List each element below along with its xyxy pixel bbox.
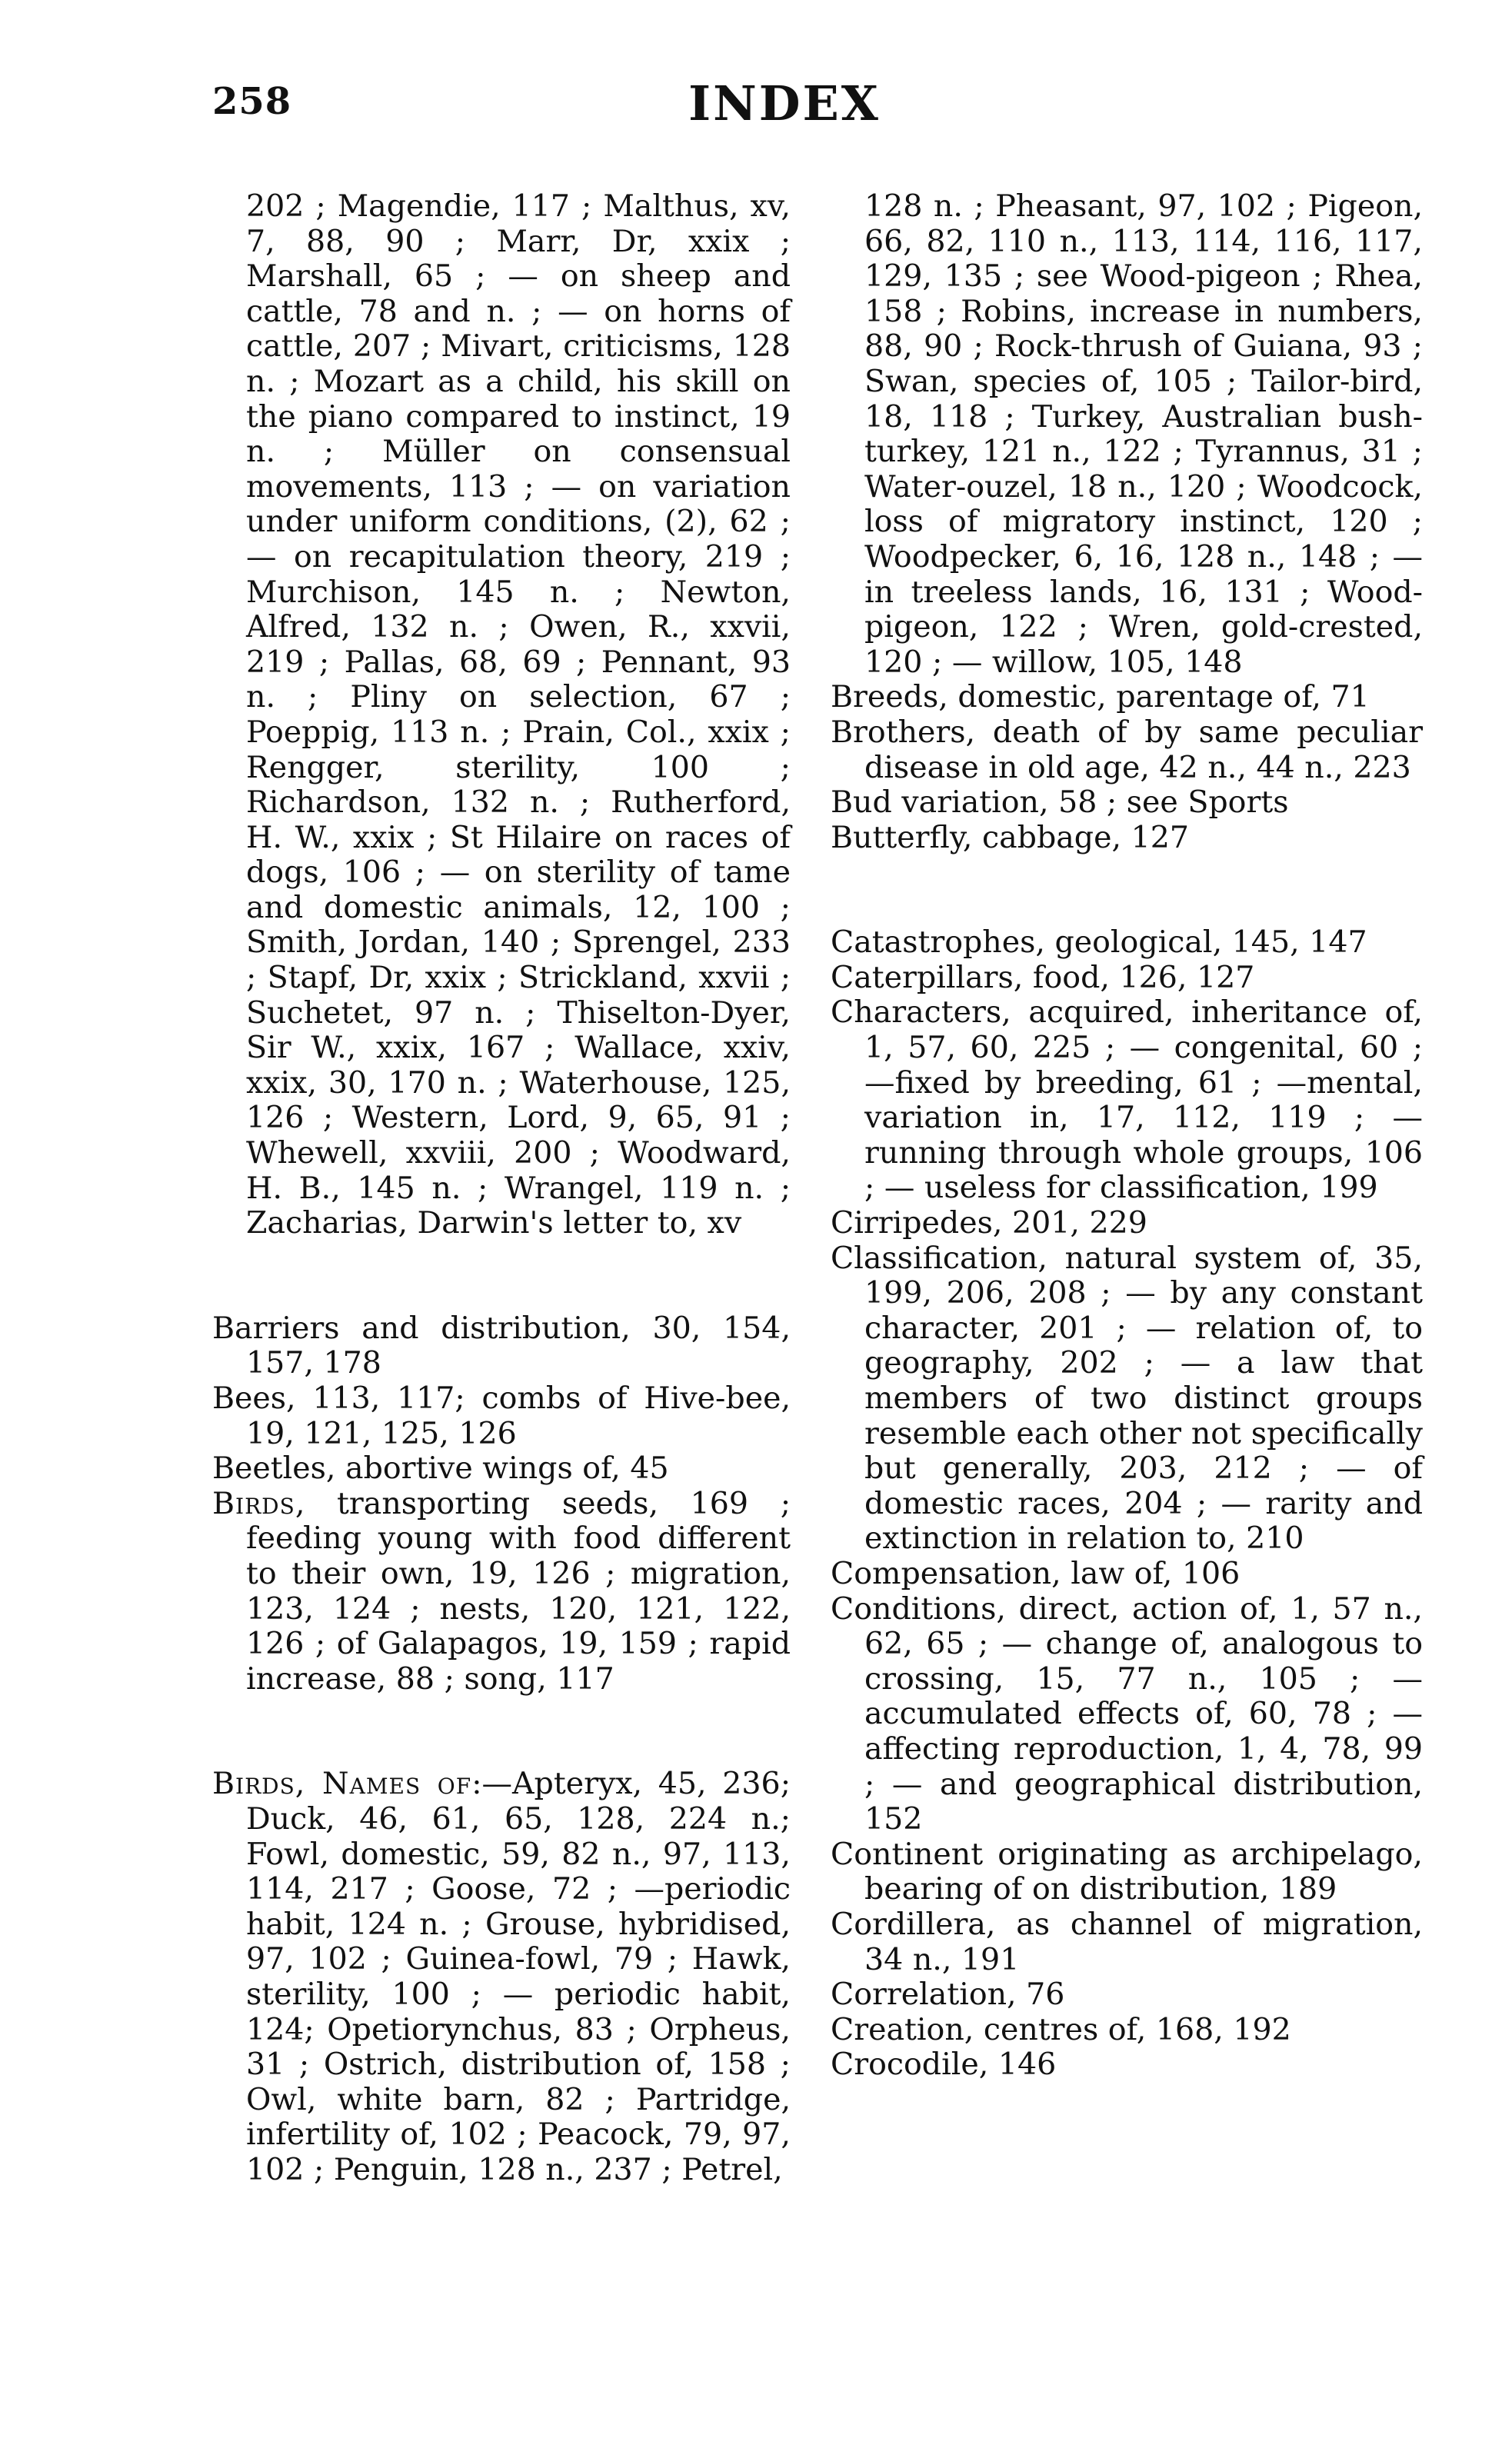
index-entry-bees: Bees, 113, 117; combs of Hive-bee, 19, 121, 125, 126 [212,1381,791,1451]
page-number: 258 [212,80,292,123]
index-entry-birds-names [212,1767,791,2187]
birds-names-heading: Birds, Names of [212,1766,472,1802]
index-entry-barriers: Barriers and distribution, 30, 154, 157, 178 [212,1310,791,1381]
index-entry-classification: Classification, natural system of, 35, 199, 206, 208 ; — by any constant character, 201 ; — relation of, to geography, 202 ; — a law that members of two distinct groups resemble each other not specifically but generally, 203, 212 ; — of domestic races, 204 ; — rarity and extinction in relation to, 210 [831,1240,1423,1557]
right-column [831,189,1423,2083]
index-entry-butterfly: Butterfly, cabbage, 127 [831,819,1189,855]
page-title: INDEX [688,75,881,132]
birds-names-text: :—Apteryx, 45, 236; Duck, 46, 61, 65, 128, 224 n.; Fowl, domestic, 59, 82 n., 97, 113, 114, 217 ; Goose, 72 ; —periodic habit, 124 n. ; Grouse, hybridised, 97, 102 ; Guinea-fowl, 79 ; Hawk, sterility, 100 ; — periodic habit, 124; Opetiorynchus, 83 ; Orpheus, 31 ; Ostrich, distribution of, 158 ; Owl, white barn, 82 ; Partridge, infertility of, 102 ; Peacock, 79, 97, 102 ; Penguin, 128 n., 237 ; Petrel, [246,1766,791,2187]
index-entry-brothers: Brothers, death of by same peculiar disease in old age, 42 n., 44 n., 223 [831,714,1423,785]
birds-text: , transporting seeds, 169 ; feeding young with food different to their own, 19, 126 ; migration, 123, 124 ; nests, 120, 121, 122, 126 ; of Galapagos, 19, 159 ; rapid increase, 88 ; song, 117 [246,1485,791,1697]
index-entry-catastrophes: Catastrophes, geological, 145, 147 [831,924,1367,961]
index-entry-conditions: Conditions, direct, action of, 1, 57 n., 62, 65 ; — change of, analogous to crossing, 15, 77 n., 105 ; — accumulated effects of, 60, 78 ; — affecting reproduction, 1, 4, 78, 99 ; — and geographical distribution, 152 [831,1591,1423,1837]
index-entry-beetles: Beetles, abortive wings of, 45 [212,1451,669,1487]
index-entry-breeds: Breeds, domestic, parentage of, 71 [831,679,1370,715]
entry-gap [831,855,1423,925]
index-entry-continent: Continent originating as archipelago, bearing of on distribution, 189 [831,1836,1423,1907]
index-entry-bud-variation: Bud variation, 58 ; see Sports [831,784,1289,821]
index-entry-cordillera: Cordillera, as channel of migration, 34 n., 191 [831,1906,1423,1977]
index-entry-compensation: Compensation, law of, 106 [831,1555,1241,1591]
index-entry-continuation: 202 ; Magendie, 117 ; Malthus, xv, 7, 88, 90 ; Marr, Dr, xxix ; Marshall, 65 ; — on sheep and cattle, 78 and n. ; — on horns of cattle, 207 ; Mivart, criticisms, 128 n. ; Mozart as a child, his skill on the piano compared to instinct, 19 n. ; Müller on consensual movements, 113 ; — on variation under uniform conditions, (2), 62 ; — on recapitulation theory, 219 ; Murchison, 145 n. ; Newton, Alfred, 132 n. ; Owen, R., xxvii, 219 ; Pallas, 68, 69 ; Pennant, 93 n. ; Pliny on selection, 67 ; Poeppig, 113 n. ; Prain, Col., xxix ; Rengger, sterility, 100 ; Richardson, 132 n. ; Rutherford, H. W., xxix ; St Hilaire on races of dogs, 106 ; — on sterility of tame and domestic animals, 12, 100 ; Smith, Jordan, 140 ; Sprengel, 233 ; Stapf, Dr, xxix ; Strickland, xxvii ; Suchetet, 97 n. ; Thiselton-Dyer, Sir W., xxix, 167 ; Wallace, xxiv, xxix, 30, 170 n. ; Waterhouse, 125, 126 ; Western, Lord, 9, 65, 91 ; Whewell, xxviii, 200 ; Woodward, H. B., 145 n. ; Wrangel, 119 n. ; Zacharias, Darwin's letter to, xv [246,188,791,1241]
entry-gap [212,1241,791,1311]
index-entry-caterpillars: Caterpillars, food, 126, 127 [831,959,1255,995]
index-entry-creation: Creation, centres of, 168, 192 [831,2011,1291,2047]
entry-gap [212,1697,791,1767]
index-entry-characters: Characters, acquired, inheritance of, 1, 57, 60, 225 ; — congenital, 60 ; —fixed by breeding, 61 ; —mental, variation in, 17, 112, 119 ; — running through whole groups, 106 ; — useless for classification, 199 [831,994,1423,1206]
index-entry-birds [212,1487,791,1697]
index-entry-correlation: Correlation, 76 [831,1977,1065,2013]
birds-heading: Birds [212,1485,295,1521]
left-column [212,189,791,2187]
index-entry-cirripedes: Cirripedes, 201, 229 [831,1205,1147,1241]
index-entry-crocodile: Crocodile, 146 [831,2047,1057,2083]
index-entry-continuation: 128 n. ; Pheasant, 97, 102 ; Pigeon, 66, 82, 110 n., 113, 114, 116, 117, 129, 135 ; see Wood-pigeon ; Rhea, 158 ; Robins, increase in numbers, 88, 90 ; Rock-thrush of Guiana, 93 ; Swan, species of, 105 ; Tailor-bird, 18, 118 ; Turkey, Australian bush-turkey, 121 n., 122 ; Tyrannus, 31 ; Water-ouzel, 18 n., 120 ; Woodcock, loss of migratory instinct, 120 ; Woodpecker, 6, 16, 128 n., 148 ; — in treeless lands, 16, 131 ; Wood-pigeon, 122 ; Wren, gold-crested, 120 ; — willow, 105, 148 [864,188,1423,680]
